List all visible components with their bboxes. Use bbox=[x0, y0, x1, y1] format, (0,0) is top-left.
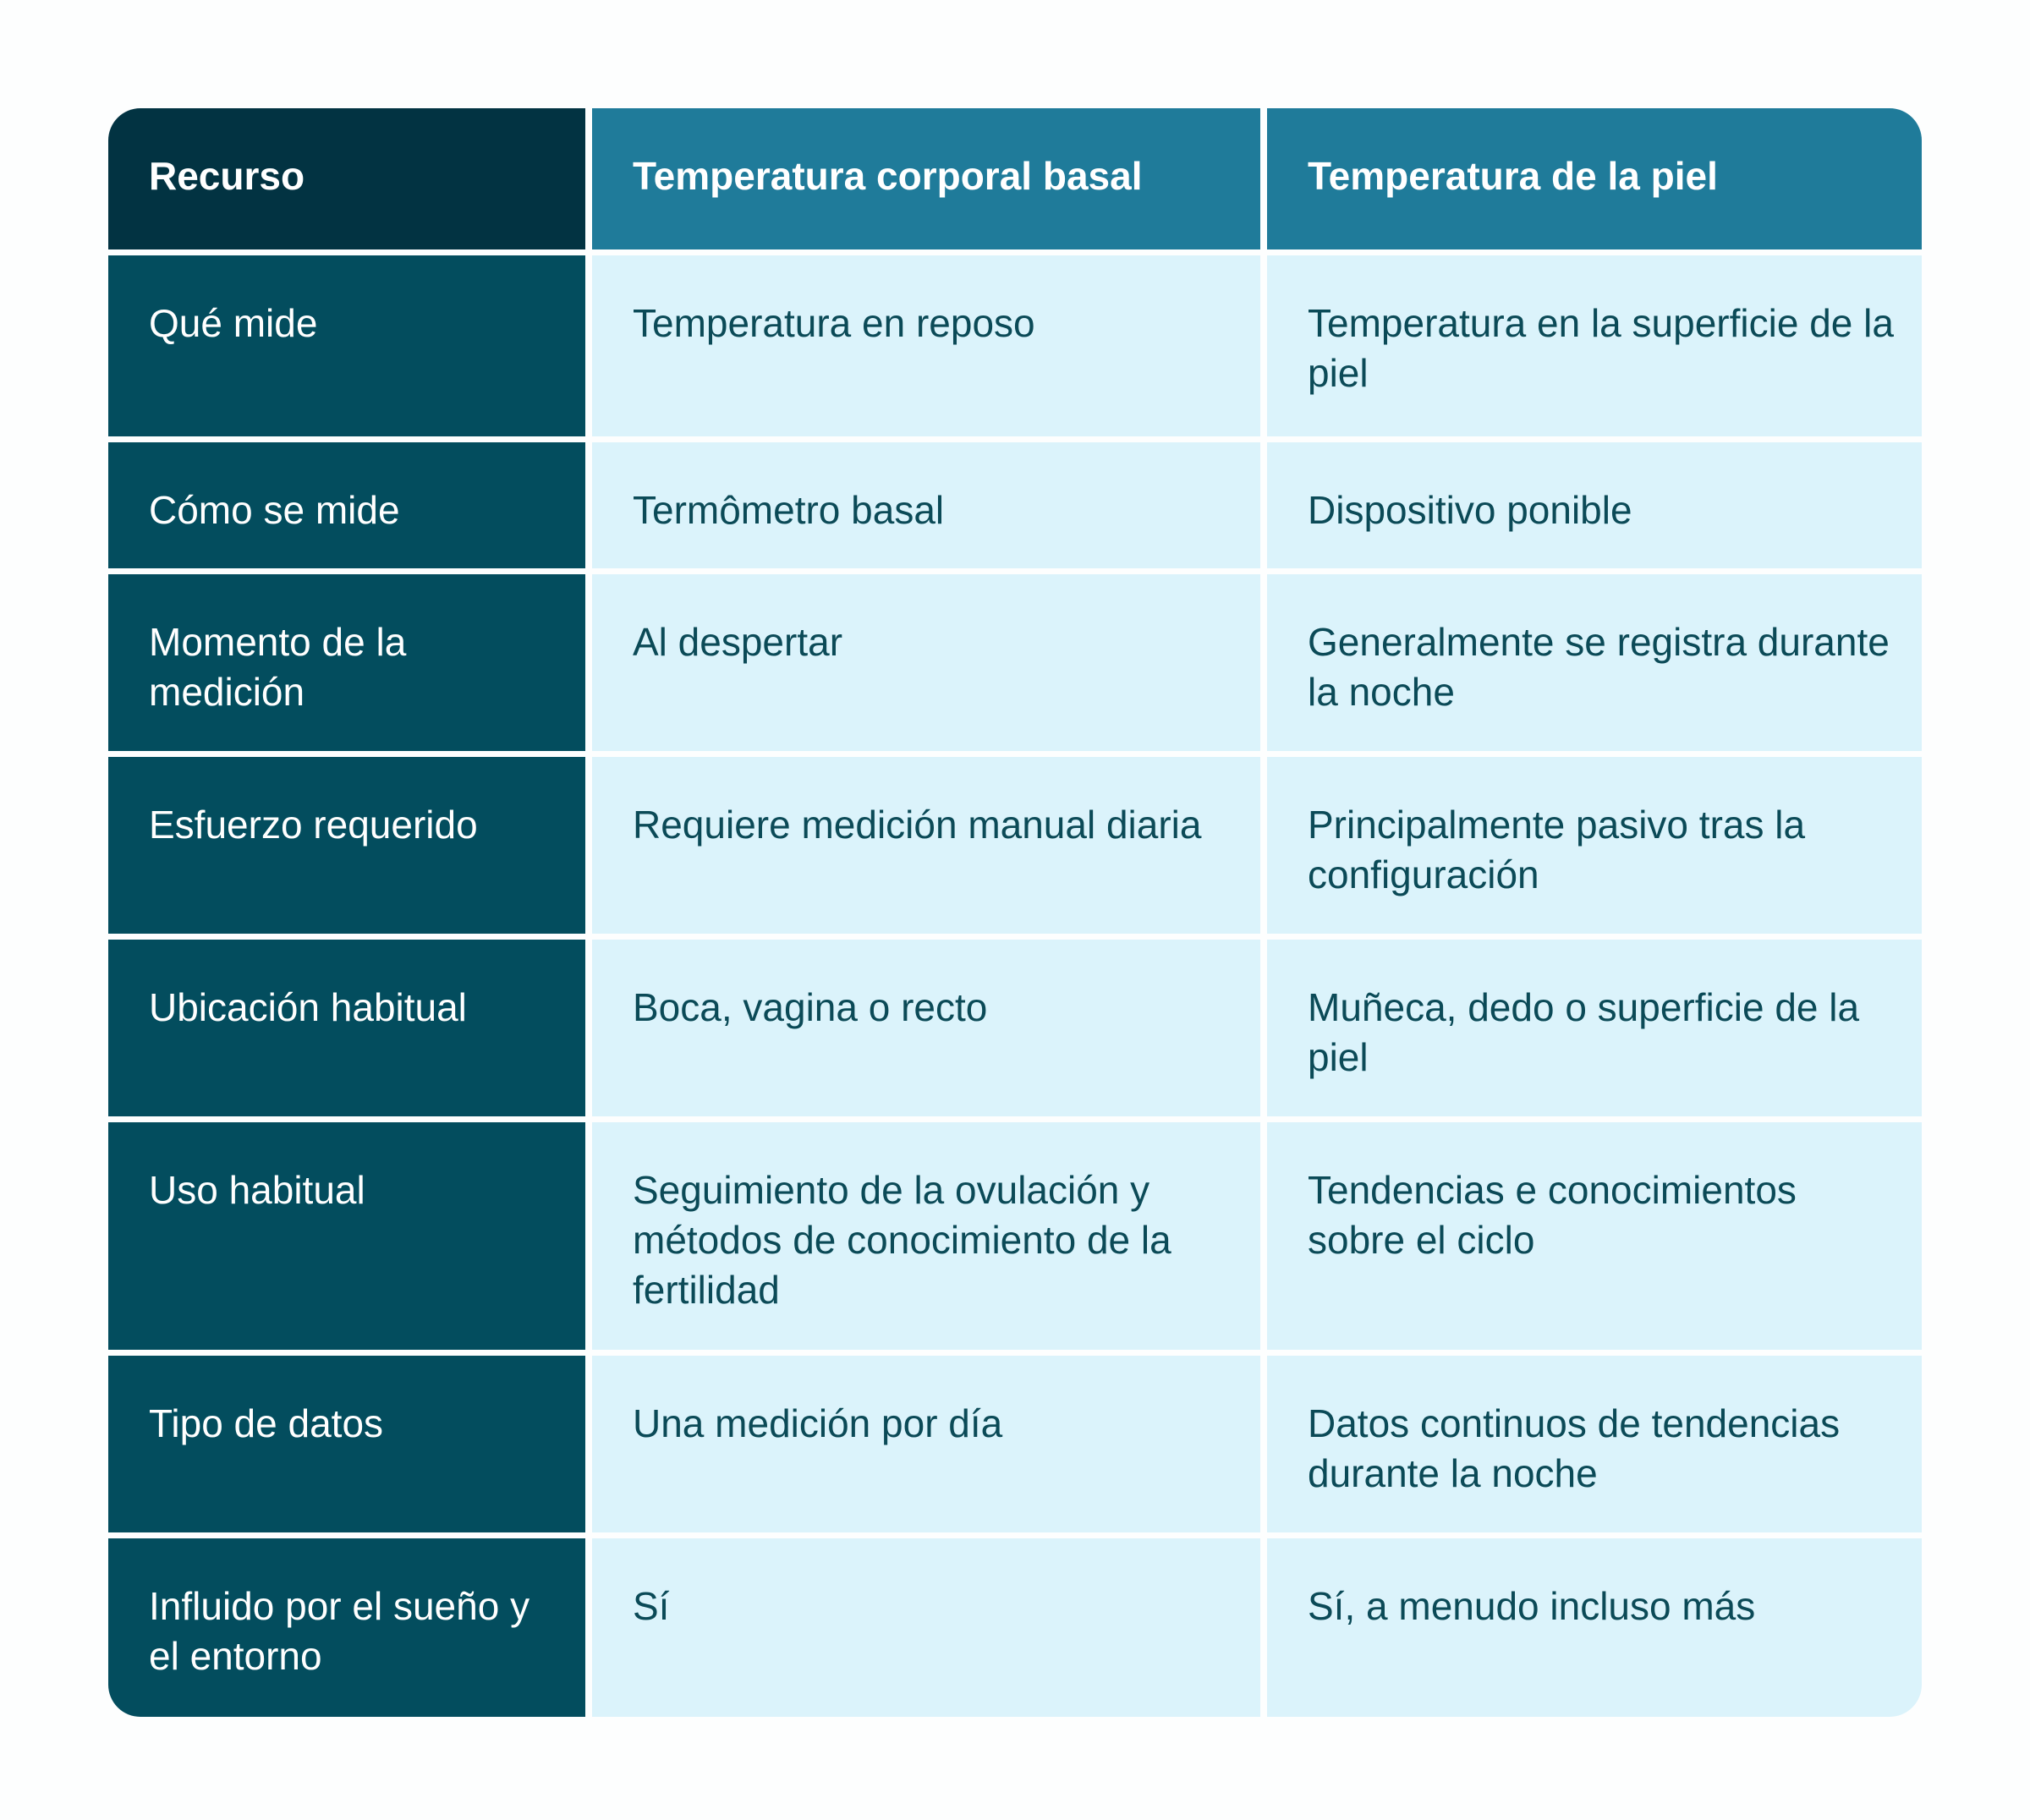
cell-skin-usual-location: Muñeca, dedo o superficie de la piel bbox=[1267, 940, 1922, 1116]
comparison-table bbox=[108, 108, 1922, 1717]
row-label-what-it-measures: Qué mide bbox=[108, 255, 585, 436]
cell-skin-data-type: Datos continuos de tendencias durante la noche bbox=[1267, 1356, 1922, 1532]
cell-basal-how-measured: Termômetro basal bbox=[592, 442, 1260, 568]
cell-basal-usual-use: Seguimiento de la ovulación y métodos de conocimiento de la fertilidad bbox=[592, 1122, 1260, 1350]
cell-skin-usual-use: Tendencias e conocimientos sobre el ciclo bbox=[1267, 1122, 1922, 1350]
row-label-usual-use: Uso habitual bbox=[108, 1122, 585, 1350]
row-label-usual-location: Ubicación habitual bbox=[108, 940, 585, 1116]
cell-skin-sleep-environment-influence: Sí, a menudo incluso más bbox=[1267, 1538, 1922, 1717]
cell-basal-sleep-environment-influence: Sí bbox=[592, 1538, 1260, 1717]
cell-skin-effort-required: Principalmente pasivo tras la configuración bbox=[1267, 757, 1922, 934]
cell-skin-what-it-measures: Temperatura en la superficie de la piel bbox=[1267, 255, 1922, 436]
row-label-measurement-time: Momento de la medición bbox=[108, 574, 585, 751]
row-label-sleep-environment-influence: Influido por el sueño y el entorno bbox=[108, 1538, 585, 1717]
row-label-how-measured: Cómo se mide bbox=[108, 442, 585, 568]
cell-basal-measurement-time: Al despertar bbox=[592, 574, 1260, 751]
column-header-basal-temperature: Temperatura corporal basal bbox=[592, 108, 1260, 249]
cell-skin-how-measured: Dispositivo ponible bbox=[1267, 442, 1922, 568]
cell-skin-measurement-time: Generalmente se registra durante la noche bbox=[1267, 574, 1922, 751]
column-header-feature: Recurso bbox=[108, 108, 585, 249]
cell-basal-what-it-measures: Temperatura en reposo bbox=[592, 255, 1260, 436]
column-header-skin-temperature: Temperatura de la piel bbox=[1267, 108, 1922, 249]
cell-basal-data-type: Una medición por día bbox=[592, 1356, 1260, 1532]
cell-basal-effort-required: Requiere medición manual diaria bbox=[592, 757, 1260, 934]
cell-basal-usual-location: Boca, vagina o recto bbox=[592, 940, 1260, 1116]
row-label-effort-required: Esfuerzo requerido bbox=[108, 757, 585, 934]
row-label-data-type: Tipo de datos bbox=[108, 1356, 585, 1532]
